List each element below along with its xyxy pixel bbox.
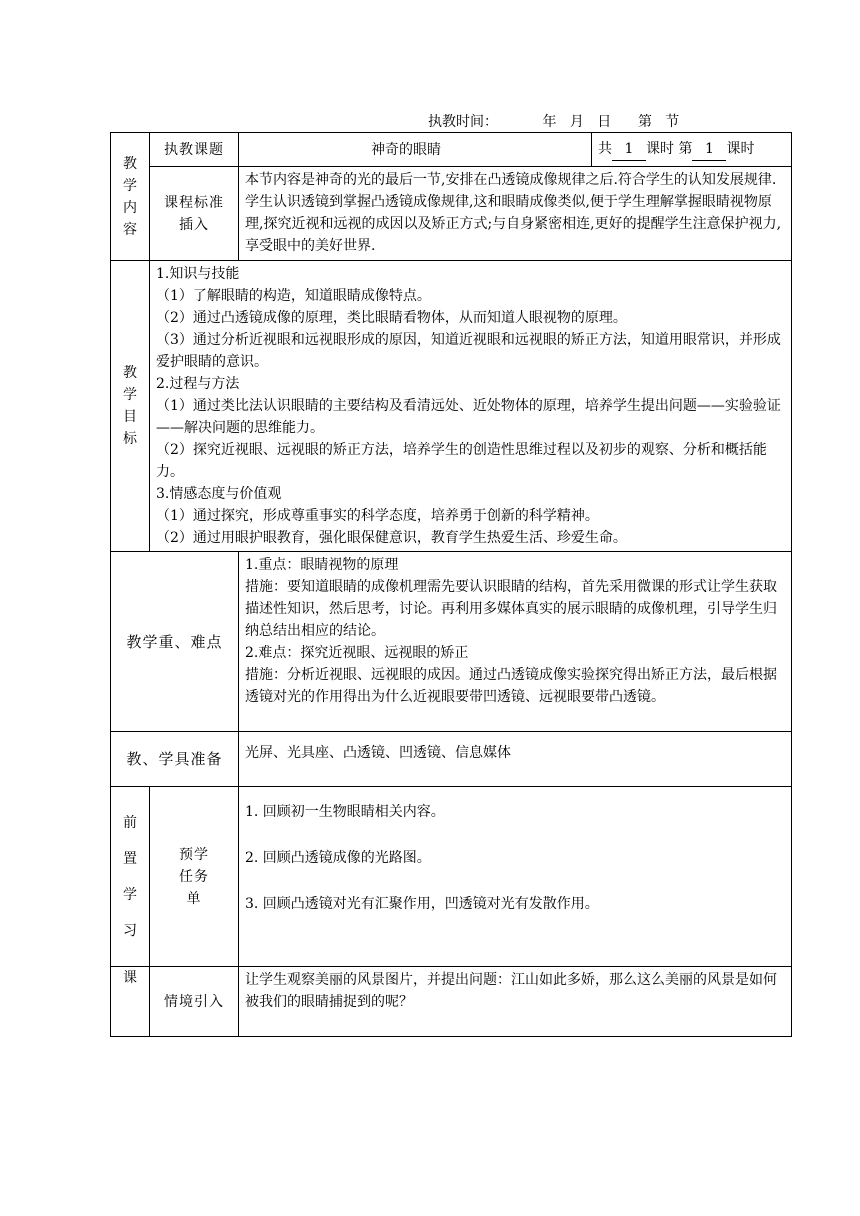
pre-study-side-label: 前 置 学 习 xyxy=(111,787,150,967)
goals-side-label: 教 学 目 标 xyxy=(111,261,150,552)
year-label: 年 xyxy=(542,114,557,130)
month-label: 月 xyxy=(569,114,584,130)
tools-row xyxy=(111,732,792,787)
key-points-text: 1.重点：眼睛视物的原理 措施：要知道眼睛的成像机理需先要认识眼睛的结构，首先采用微课的形式让学生获取描述性知识，然后思考，讨论。再利用多媒体真实的展示眼睛的成像机理，引导学生归纳总结出相应的结论。 2.难点：探究近视眼、远视眼的矫正 措施：分析近视眼、远视眼的成因。通过凸透镜成像实验探究得出矫正方法，最后根据透镜对光的作用得出为什么近视眼要带凹透镜、远视眼要带凸透镜。 xyxy=(239,552,792,732)
topic-row xyxy=(111,133,792,167)
lesson-plan-table xyxy=(110,132,792,1037)
hours-current: 1 xyxy=(692,138,726,161)
section-label: 第 xyxy=(637,114,652,130)
key-points-label: 教学重、难点 xyxy=(111,552,239,732)
key-points-row xyxy=(111,552,792,732)
intro-side-label: 课 xyxy=(111,967,150,1037)
tools-text: 光屏、光具座、凸透镜、凹透镜、信息媒体 xyxy=(239,732,792,787)
standard-label: 课程标准 插入 xyxy=(150,167,239,261)
pre-study-row xyxy=(111,787,792,967)
section-suffix: 节 xyxy=(665,114,680,130)
goals-text: 1.知识与技能 （1）了解眼睛的构造，知道眼睛成像特点。 （2）通过凸透镜成像的原理，类比眼睛看物体，从而知道人眼视物的原理。 （3）通过分析近视眼和远视眼形成的原因，知道近视眼和远视眼的矫正方法，知道用眼常识，并形成爱护眼睛的意识。 2.过程与方法 （1）通过类比法认识眼睛的主要结构及看清远处、近处物体的原理，培养学生提出问题——实验验证——解决问题的思维能力。 （2）探究近视眼、远视眼的矫正方法，培养学生的创造性思维过程以及初步的观察、分析和概括能力。 3.情感态度与价值观 （1）通过探究，形成尊重事实的科学态度，培养勇于创新的科学精神。 （2）通过用眼护眼教育，强化眼保健意识，教育学生热爱生活、珍爱生命。 xyxy=(150,261,792,552)
tools-label: 教、学具准备 xyxy=(111,732,239,787)
pre-study-text: 1. 回顾初一生物眼睛相关内容。 2. 回顾凸透镜成像的光路图。 3. 回顾凸透镜对光有汇聚作用，凹透镜对光有发散作用。 xyxy=(239,787,792,967)
intro-label: 情境引入 xyxy=(150,967,239,1037)
intro-text: 让学生观察美丽的风景图片，并提出问题：江山如此多娇，那么这么美丽的风景是如何被我们的眼睛捕捉到的呢？ xyxy=(239,967,792,1037)
topic-label: 执教课题 xyxy=(150,133,239,167)
teaching-time-header xyxy=(428,111,679,131)
standard-text: 本节内容是神奇的光的最后一节,安排在凸透镜成像规律之后.符合学生的认知发展规律.学生认识透镜到掌握凸透镜成像规律,这和眼睛成像类似,便于学生理解掌握眼睛视物原理,探究近视和远视的成因以及矫正方式;与自身紧密相连,更好的提醒学生注意保护视力,享受眼中的美好世界. xyxy=(239,167,792,261)
hours-total: 1 xyxy=(612,138,646,161)
pre-study-label: 预学 任务 单 xyxy=(150,787,239,967)
day-label: 日 xyxy=(597,114,612,130)
topic-value: 神奇的眼睛 xyxy=(239,133,592,167)
goals-row xyxy=(111,261,792,552)
standard-row xyxy=(111,167,792,261)
class-hours: 共 1 课时 第 1 课时 xyxy=(592,133,792,167)
intro-row xyxy=(111,967,792,1037)
content-side-label: 教 学 内 容 xyxy=(111,133,150,261)
teaching-time-label: 执教时间： xyxy=(428,114,498,130)
